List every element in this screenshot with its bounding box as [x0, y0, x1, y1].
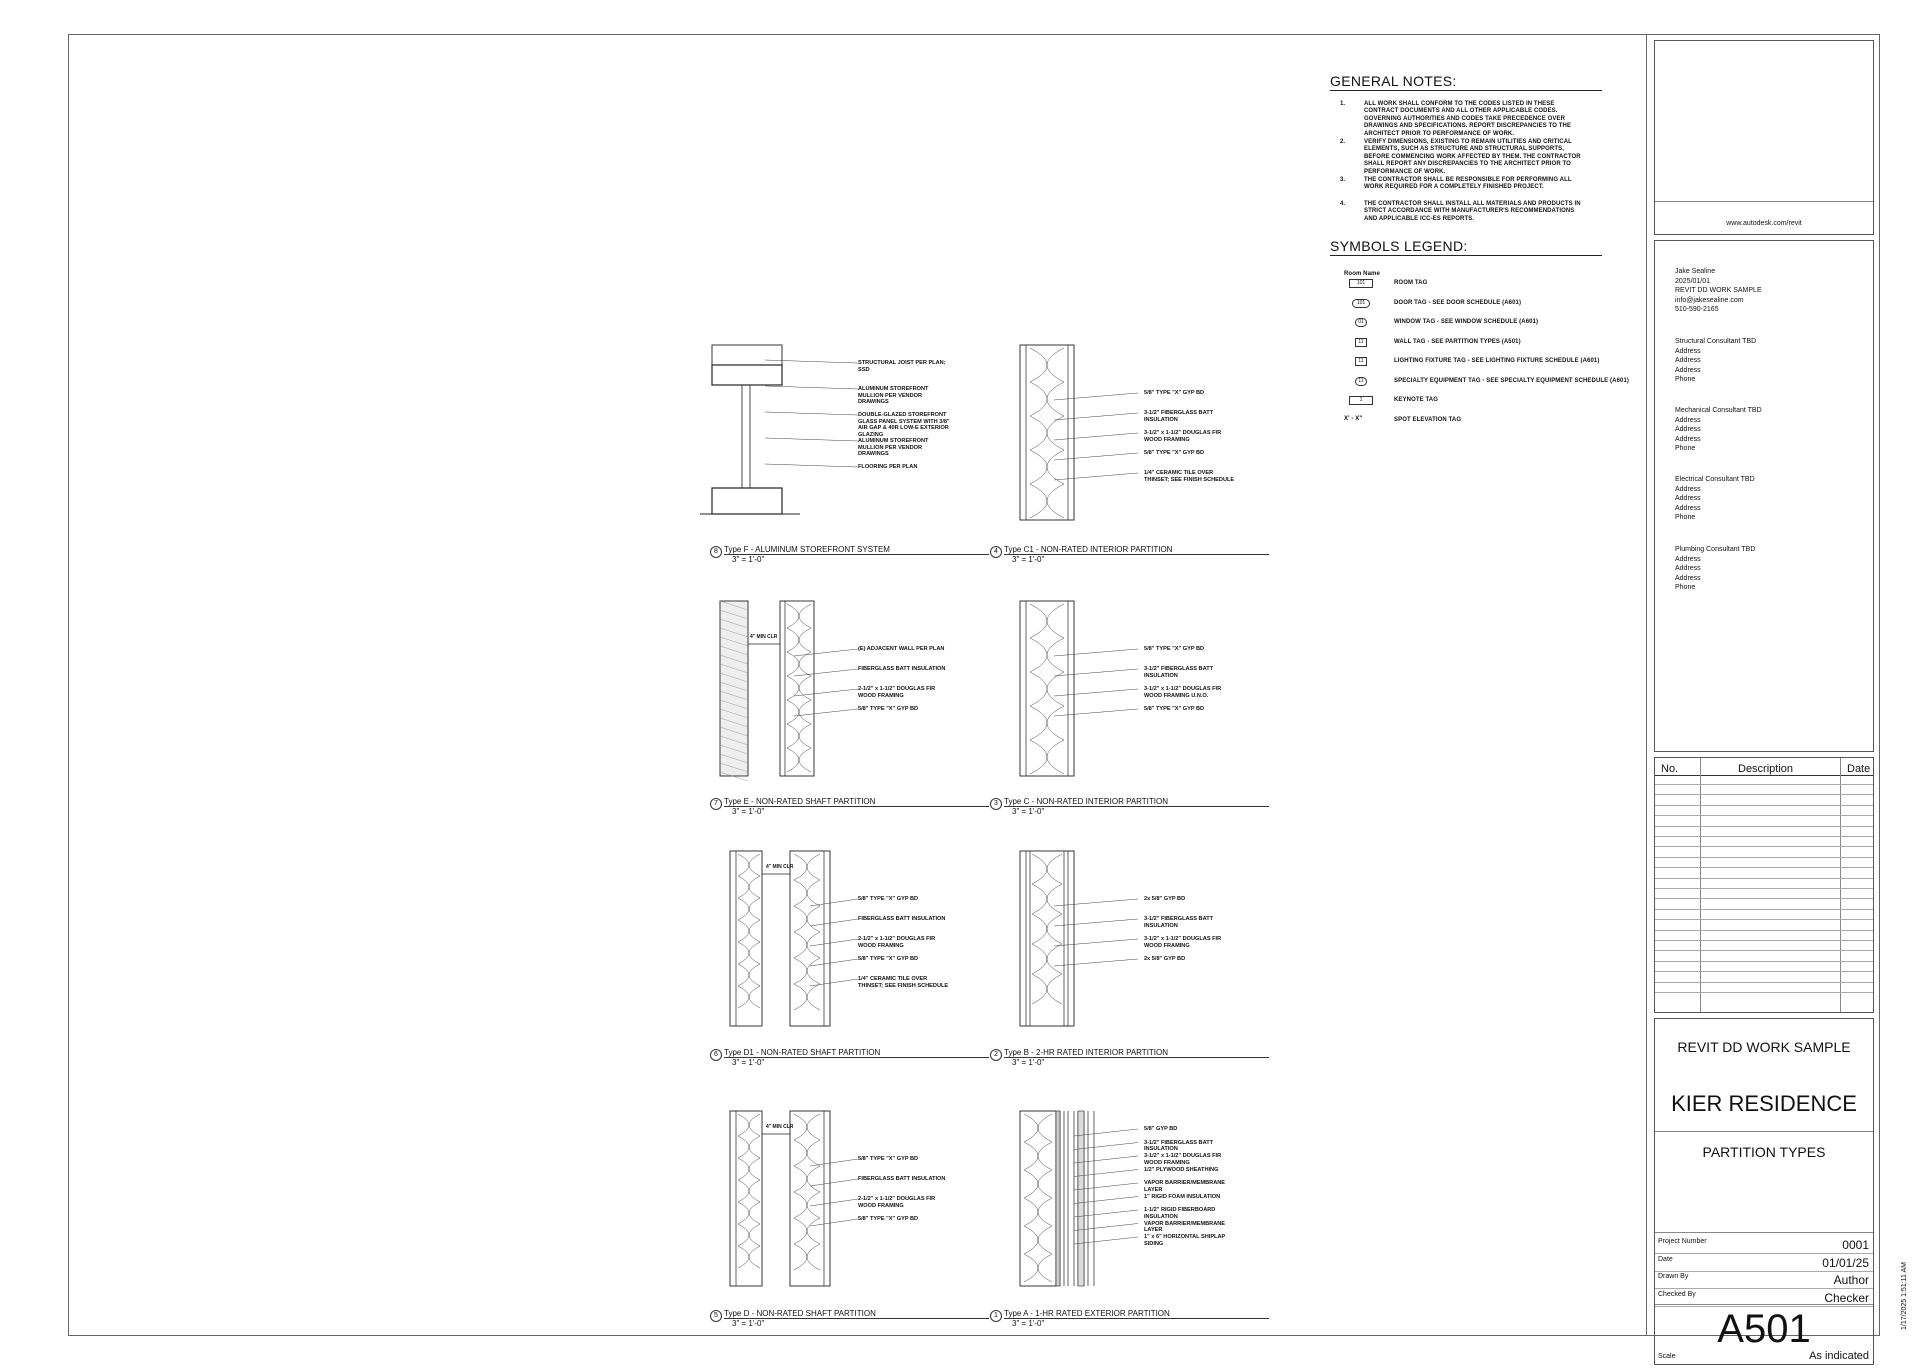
revision-row: [1655, 971, 1873, 972]
detail-label: FIBERGLASS BATT INSULATION: [858, 1176, 946, 1182]
revision-row: [1655, 982, 1873, 983]
field-value: Checker: [1824, 1290, 1869, 1305]
legend-text: SPOT ELEVATION TAG: [1394, 416, 1462, 423]
detail-3: [980, 596, 1240, 816]
title-block: [1646, 34, 1880, 1362]
legend-tag-icon: 1: [1349, 396, 1373, 405]
adjacent-wall: [720, 601, 748, 776]
leader-line: [765, 438, 858, 441]
detail-scale: 3" = 1'-0": [732, 807, 765, 816]
detail-number-bubble: 4: [990, 546, 1002, 558]
detail-label: FIBERGLASS BATT INSULATION: [858, 916, 946, 922]
rev-col-no: No.: [1661, 763, 1679, 775]
joist: [712, 345, 782, 365]
contact-line: Structural Consultant TBD: [1675, 338, 1757, 345]
revision-row: [1655, 940, 1873, 941]
detail-title: Type D - NON-RATED SHAFT PARTITION: [724, 1309, 876, 1318]
contact-line: Address: [1675, 555, 1701, 563]
detail-number-bubble: 2: [990, 1049, 1002, 1061]
detail-label: 5/8" TYPE "X" GYP BD: [858, 896, 919, 902]
detail-scale: 3" = 1'-0": [1012, 807, 1045, 816]
detail-scale: 3" = 1'-0": [732, 1058, 765, 1067]
legend-item: [1330, 279, 1602, 289]
legend-text: SPECIALTY EQUIPMENT TAG - SEE SPECIALTY EQUIPMENT SCHEDULE (A601): [1394, 377, 1629, 384]
detail-title-7: [710, 797, 970, 817]
legend-item: [1330, 318, 1602, 328]
field-label: Checked By: [1658, 1290, 1696, 1298]
contact-line: Address: [1675, 565, 1701, 572]
contact-line: 510-590-2165: [1675, 306, 1719, 313]
detail-title-4: [990, 545, 1250, 565]
detail-label: 3-1/2" x 1-1/2" DOUGLAS FIR WOOD FRAMING: [1144, 1153, 1222, 1166]
detail-label: DOUBLE-GLAZED STOREFRONT GLASS PANEL SYSTEM WITH 3/8" AIR GAP & 40R LOW-E EXTERIOR GLAZING: [858, 412, 950, 438]
legend-tag-icon: 101: [1352, 299, 1370, 308]
detail-label: 3-1/2" FIBERGLASS BATT INSULATION: [1144, 410, 1214, 423]
leader-line: [810, 1159, 858, 1166]
detail-title-6: [710, 1048, 970, 1068]
detail-label: FLOORING PER PLAN: [858, 464, 918, 470]
revision-row: [1655, 794, 1873, 795]
detail-title-1: [990, 1309, 1250, 1329]
rev-col-date: Date: [1847, 763, 1871, 775]
revision-row: [1655, 950, 1873, 951]
legend-item: [1330, 357, 1602, 367]
detail-scale: 3" = 1'-0": [732, 1319, 765, 1328]
leader-line: [810, 1219, 858, 1226]
contact-block: [1675, 406, 1762, 454]
detail-label: ALUMINUM STOREFRONT MULLION PER VENDOR DRAWINGS: [858, 386, 929, 406]
detail-label: 2-1/2" x 1-1/2" DOUGLAS FIR WOOD FRAMING: [858, 686, 936, 699]
logo-box: [1654, 40, 1874, 235]
revision-row: [1655, 815, 1873, 816]
detail-4: [980, 340, 1240, 560]
contact-line: Address: [1675, 504, 1701, 512]
spot-elevation-icon: X' - X": [1344, 415, 1363, 422]
project-label: REVIT DD WORK SAMPLE: [1677, 1039, 1851, 1055]
detail-label: 3-1/2" x 1-1/2" DOUGLAS FIR WOOD FRAMING: [1144, 430, 1222, 443]
project-name: KIER RESIDENCE: [1671, 1091, 1857, 1116]
detail-label: 2-1/2" x 1-1/2" DOUGLAS FIR WOOD FRAMING: [858, 1196, 936, 1209]
detail-title: Type B - 2-HR RATED INTERIOR PARTITION: [1004, 1048, 1169, 1057]
legend-tag-icon: 101: [1349, 279, 1373, 288]
leader-line: [794, 709, 858, 716]
dimension-text: 4" MIN CLR: [766, 864, 794, 870]
dimension-text: 4" MIN CLR: [766, 1124, 794, 1130]
detail-title-5: [710, 1309, 970, 1329]
legend-text: WALL TAG - SEE PARTITION TYPES (A501): [1394, 338, 1521, 345]
detail-label: 5/8" TYPE "X" GYP BD: [858, 706, 919, 712]
detail-2: [980, 846, 1240, 1066]
legend-tag-icon: 11: [1355, 338, 1367, 347]
revision-row: [1655, 919, 1873, 920]
leader-line: [810, 1179, 858, 1186]
contact-line: Phone: [1675, 514, 1696, 521]
contact-line: Address: [1675, 435, 1701, 443]
symbols-legend: [1330, 238, 1629, 423]
detail-label: 1/4" CERAMIC TILE OVER THINSET; SEE FINISH SCHEDULE: [858, 976, 949, 989]
leader-line: [1054, 919, 1138, 926]
leader-line: [1054, 393, 1138, 400]
contact-line: Phone: [1675, 584, 1696, 591]
contact-line: Address: [1675, 495, 1701, 502]
leader-line: [1054, 689, 1138, 696]
detail-label: 5/8" TYPE "X" GYP BD: [858, 956, 919, 962]
revision-row: [1655, 992, 1873, 993]
project-info-box: [1654, 1018, 1874, 1365]
scale-value: As indicated: [1809, 1350, 1869, 1362]
leader-line: [810, 939, 858, 946]
leader-line: [794, 669, 858, 676]
detail-label: 5/8" TYPE "X" GYP BD: [858, 1156, 919, 1162]
contact-line: Address: [1675, 485, 1701, 493]
detail-number-bubble: 8: [710, 546, 722, 558]
detail-8: [700, 340, 960, 560]
contacts-box: [1654, 240, 1874, 752]
detail-label: VAPOR BARRIER/MEMBRANE LAYER: [1144, 1180, 1226, 1193]
mullion: [742, 385, 750, 488]
field-label: Project Number: [1658, 1238, 1707, 1245]
revision-row: [1655, 826, 1873, 827]
detail-number-bubble: 7: [710, 798, 722, 810]
contact-line: Address: [1675, 357, 1701, 364]
detail-title-8: [710, 545, 970, 565]
detail-title: Type C1 - NON-RATED INTERIOR PARTITION: [1004, 545, 1173, 554]
detail-label: 2x 5/8" GYP BD: [1144, 896, 1186, 902]
revision-row: [1655, 867, 1873, 868]
leader-line: [1054, 453, 1138, 460]
revision-row: [1655, 878, 1873, 879]
detail-title: Type C - NON-RATED INTERIOR PARTITION: [1004, 797, 1169, 806]
detail-7: [700, 596, 960, 816]
leader-line: [1054, 959, 1138, 966]
revision-row: [1655, 898, 1873, 899]
contact-line: Address: [1675, 574, 1701, 582]
contact-line: Phone: [1675, 376, 1696, 383]
detail-title: Type A - 1-HR RATED EXTERIOR PARTITION: [1004, 1309, 1170, 1318]
leader-line: [1054, 433, 1138, 440]
revision-row: [1655, 784, 1873, 785]
detail-number-bubble: 1: [990, 1310, 1002, 1322]
note-text: THE CONTRACTOR SHALL BE RESPONSIBLE FOR PERFORMING ALL WORK REQUIRED FOR A COMPLETELY FINISHED PROJECT.: [1364, 177, 1572, 191]
revision-row: [1655, 846, 1873, 847]
detail-label: 3-1/2" x 1-1/2" DOUGLAS FIR WOOD FRAMING U.N.O.: [1144, 686, 1222, 699]
general-notes: [1330, 73, 1602, 222]
sheet-number: A501: [1717, 1307, 1811, 1351]
detail-title-3: [990, 797, 1250, 817]
detail-scale: 3" = 1'-0": [1012, 1319, 1045, 1328]
note-text: THE CONTRACTOR SHALL INSTALL ALL MATERIALS AND PRODUCTS IN STRICT ACCORDANCE WITH MANUFACTURER'S RECOMMENDATIONS AND APPLICABLE ICC-ES REPORTS.: [1364, 201, 1581, 222]
contact-line: Jake Sealine: [1675, 268, 1716, 275]
detail-label: 1" RIGID FOAM INSULATION: [1144, 1193, 1221, 1200]
contact-line: Address: [1675, 416, 1701, 424]
scale-label: Scale: [1658, 1353, 1676, 1360]
leader-line: [1054, 939, 1138, 946]
print-stamp: 1/17/2025 1:51:11 AM: [1901, 1262, 1908, 1330]
detail-1: [980, 1106, 1240, 1326]
general-notes-title: GENERAL NOTES:: [1330, 73, 1457, 89]
contact-line: Phone: [1675, 445, 1696, 452]
legend-item: [1330, 416, 1602, 426]
detail-label: FIBERGLASS BATT INSULATION: [858, 666, 946, 672]
leader-line: [1054, 649, 1138, 656]
detail-6: [700, 846, 960, 1066]
leader-line: [810, 899, 858, 906]
detail-scale: 3" = 1'-0": [1012, 555, 1045, 564]
detail-label: 5/8" TYPE "X" GYP BD: [1144, 450, 1205, 456]
leader-line: [1054, 709, 1138, 716]
detail-label: 2x 5/8" GYP BD: [1144, 956, 1186, 962]
detail-label: 3-1/2" FIBERGLASS BATT INSULATION: [1144, 916, 1214, 929]
detail-label: 5/8" TYPE "X" GYP BD: [858, 1216, 919, 1222]
contact-line: info@jakesealine.com: [1675, 296, 1744, 304]
leader-line: [810, 959, 858, 966]
detail-label: 1/4" CERAMIC TILE OVER THINSET; SEE FINISH SCHEDULE: [1144, 470, 1235, 483]
detail-number-bubble: 6: [710, 1049, 722, 1061]
revision-row: [1655, 930, 1873, 931]
field-value: 0001: [1842, 1238, 1869, 1252]
contact-block: [1675, 267, 1762, 315]
detail-label: 5/8" GYP BD: [1144, 1126, 1178, 1132]
legend-text: LIGHTING FIXTURE TAG - SEE LIGHTING FIXTURE SCHEDULE (A601): [1394, 358, 1600, 364]
revision-row: [1655, 836, 1873, 837]
contact-line: Plumbing Consultant TBD: [1675, 546, 1756, 553]
contact-block: [1675, 337, 1756, 385]
detail-scale: 3" = 1'-0": [732, 555, 765, 564]
leader-line: [794, 649, 858, 656]
legend-tag-icon: 11: [1355, 377, 1367, 386]
detail-label: 5/8" TYPE "X" GYP BD: [1144, 706, 1205, 712]
leader-line: [810, 919, 858, 926]
contact-block: [1675, 475, 1755, 523]
note-text: VERIFY DIMENSIONS, EXISTING TO REMAIN UTILITIES AND CRITICAL ELEMENTS, SUCH AS STRUCTURE AND STRUCTURAL SUPPORTS, BEFORE COMMENCING WORK AFFECTED BY THEM. THE CONTRACTOR SHALL REPORT ANY DISCREPANCIES TO THE ARCHITECT PRIOR TO PERFORMANCE OF WORK.: [1364, 139, 1581, 175]
leader-line: [1054, 899, 1138, 906]
revision-table: [1654, 757, 1874, 1013]
detail-label: 3-1/2" x 1-1/2" DOUGLAS FIR WOOD FRAMING: [1144, 936, 1222, 949]
rev-col-description: Description: [1738, 763, 1794, 775]
leader-line: [1054, 413, 1138, 420]
head-frame: [712, 365, 782, 385]
leader-line: [1054, 669, 1138, 676]
leader-line: [765, 464, 858, 467]
leader-line: [1054, 473, 1138, 480]
detail-label: 2-1/2" x 1-1/2" DOUGLAS FIR WOOD FRAMING: [858, 936, 936, 949]
legend-text: ROOM TAG: [1394, 280, 1428, 286]
website-text: www.autodesk.com/revit: [1726, 220, 1802, 227]
note-number: 4.: [1340, 201, 1346, 207]
stud-wall: [1020, 851, 1074, 1026]
legend-text: WINDOW TAG - SEE WINDOW SCHEDULE (A601): [1394, 319, 1539, 325]
detail-label: 3-1/2" FIBERGLASS BATT INSULATION: [1144, 1139, 1214, 1153]
sill-frame: [712, 488, 782, 514]
note-number: 3.: [1340, 177, 1346, 183]
legend-tag-icon: 11: [1355, 357, 1367, 366]
note-text: ALL WORK SHALL CONFORM TO THE CODES LISTED IN THESE CONTRACT DOCUMENTS AND ALL OTHER APPLICABLE CODES. GOVERNING AUTHORITIES AND CODES TAKE PRECEDENCE OVER DRAWINGS AND SPECIFICATIONS. REPORT DISCREPANCIES TO THE ARCHITECT PRIOR TO PERFORMANCE OF WORK.: [1364, 101, 1572, 137]
sheet-border: [68, 34, 1880, 1336]
detail-title: Type D1 - NON-RATED SHAFT PARTITION: [724, 1048, 881, 1057]
legend-text: KEYNOTE TAG: [1394, 397, 1438, 403]
leader-line: [794, 689, 858, 696]
revision-row: [1655, 909, 1873, 910]
leader-line: [765, 386, 858, 389]
detail-label: VAPOR BARRIER/MEMBRANE LAYER: [1144, 1220, 1226, 1234]
field-value: 01/01/25: [1822, 1255, 1869, 1270]
detail-number-bubble: 3: [990, 798, 1002, 810]
detail-label: 5/8" TYPE "X" GYP BD: [1144, 646, 1205, 652]
legend-item: [1330, 338, 1602, 348]
legend-item: [1330, 377, 1629, 387]
dimension-text: 4" MIN CLR: [750, 634, 778, 640]
revision-row: [1655, 961, 1873, 962]
detail-5: [700, 1106, 960, 1326]
contact-line: 2025/01/01: [1675, 277, 1711, 285]
contact-line: Electrical Consultant TBD: [1675, 476, 1755, 483]
detail-label: 5/8" TYPE "X" GYP BD: [1144, 390, 1205, 396]
field-label: Date: [1658, 1255, 1673, 1263]
symbols-legend-title: SYMBOLS LEGEND:: [1330, 238, 1468, 254]
detail-label: 1-1/2" RIGID FIBERBOARD INSULATION: [1144, 1207, 1216, 1220]
leader-line: [810, 1199, 858, 1206]
field-divider: [1655, 1253, 1873, 1254]
revision-row: [1655, 888, 1873, 889]
detail-title: Type E - NON-RATED SHAFT PARTITION: [724, 797, 876, 806]
detail-title-2: [990, 1048, 1250, 1068]
detail-title: Type F - ALUMINUM STOREFRONT SYSTEM: [724, 545, 890, 554]
detail-label: (E) ADJACENT WALL PER PLAN: [858, 646, 945, 652]
legend-item: [1330, 396, 1602, 406]
detail-scale: 3" = 1'-0": [1012, 1058, 1045, 1067]
field-value: Author: [1833, 1273, 1869, 1287]
detail-label: 1/2" PLYWOOD SHEATHING: [1144, 1166, 1219, 1173]
detail-label: ALUMINUM STOREFRONT MULLION PER VENDOR DRAWINGS: [858, 438, 929, 458]
room-name-label: Room Name: [1344, 271, 1380, 277]
detail-label: STRUCTURAL JOIST PER PLAN; SSD: [858, 360, 946, 373]
legend-item: [1330, 299, 1602, 309]
detail-label: 1" x 6" HORIZONTAL SHIPLAP SIDING: [1144, 1234, 1226, 1247]
contact-line: Address: [1675, 366, 1701, 374]
note-number: 2.: [1340, 139, 1346, 145]
contact-line: Address: [1675, 426, 1701, 433]
detail-label: 3-1/2" FIBERGLASS BATT INSULATION: [1144, 666, 1214, 679]
legend-tag-icon: 01: [1355, 318, 1367, 327]
legend-text: DOOR TAG - SEE DOOR SCHEDULE (A601): [1394, 299, 1522, 306]
revision-row: [1655, 805, 1873, 806]
revision-row: [1655, 857, 1873, 858]
contact-line: Address: [1675, 347, 1701, 355]
field-label: Drawn By: [1658, 1273, 1689, 1280]
note-number: 1.: [1340, 101, 1346, 107]
detail-number-bubble: 5: [710, 1310, 722, 1322]
contact-line: REVIT DD WORK SAMPLE: [1675, 287, 1762, 294]
contact-block: [1675, 545, 1755, 593]
sheet-name: PARTITION TYPES: [1702, 1144, 1826, 1160]
contact-line: Mechanical Consultant TBD: [1675, 407, 1762, 414]
leader-line: [765, 412, 858, 415]
leader-line: [765, 360, 858, 363]
